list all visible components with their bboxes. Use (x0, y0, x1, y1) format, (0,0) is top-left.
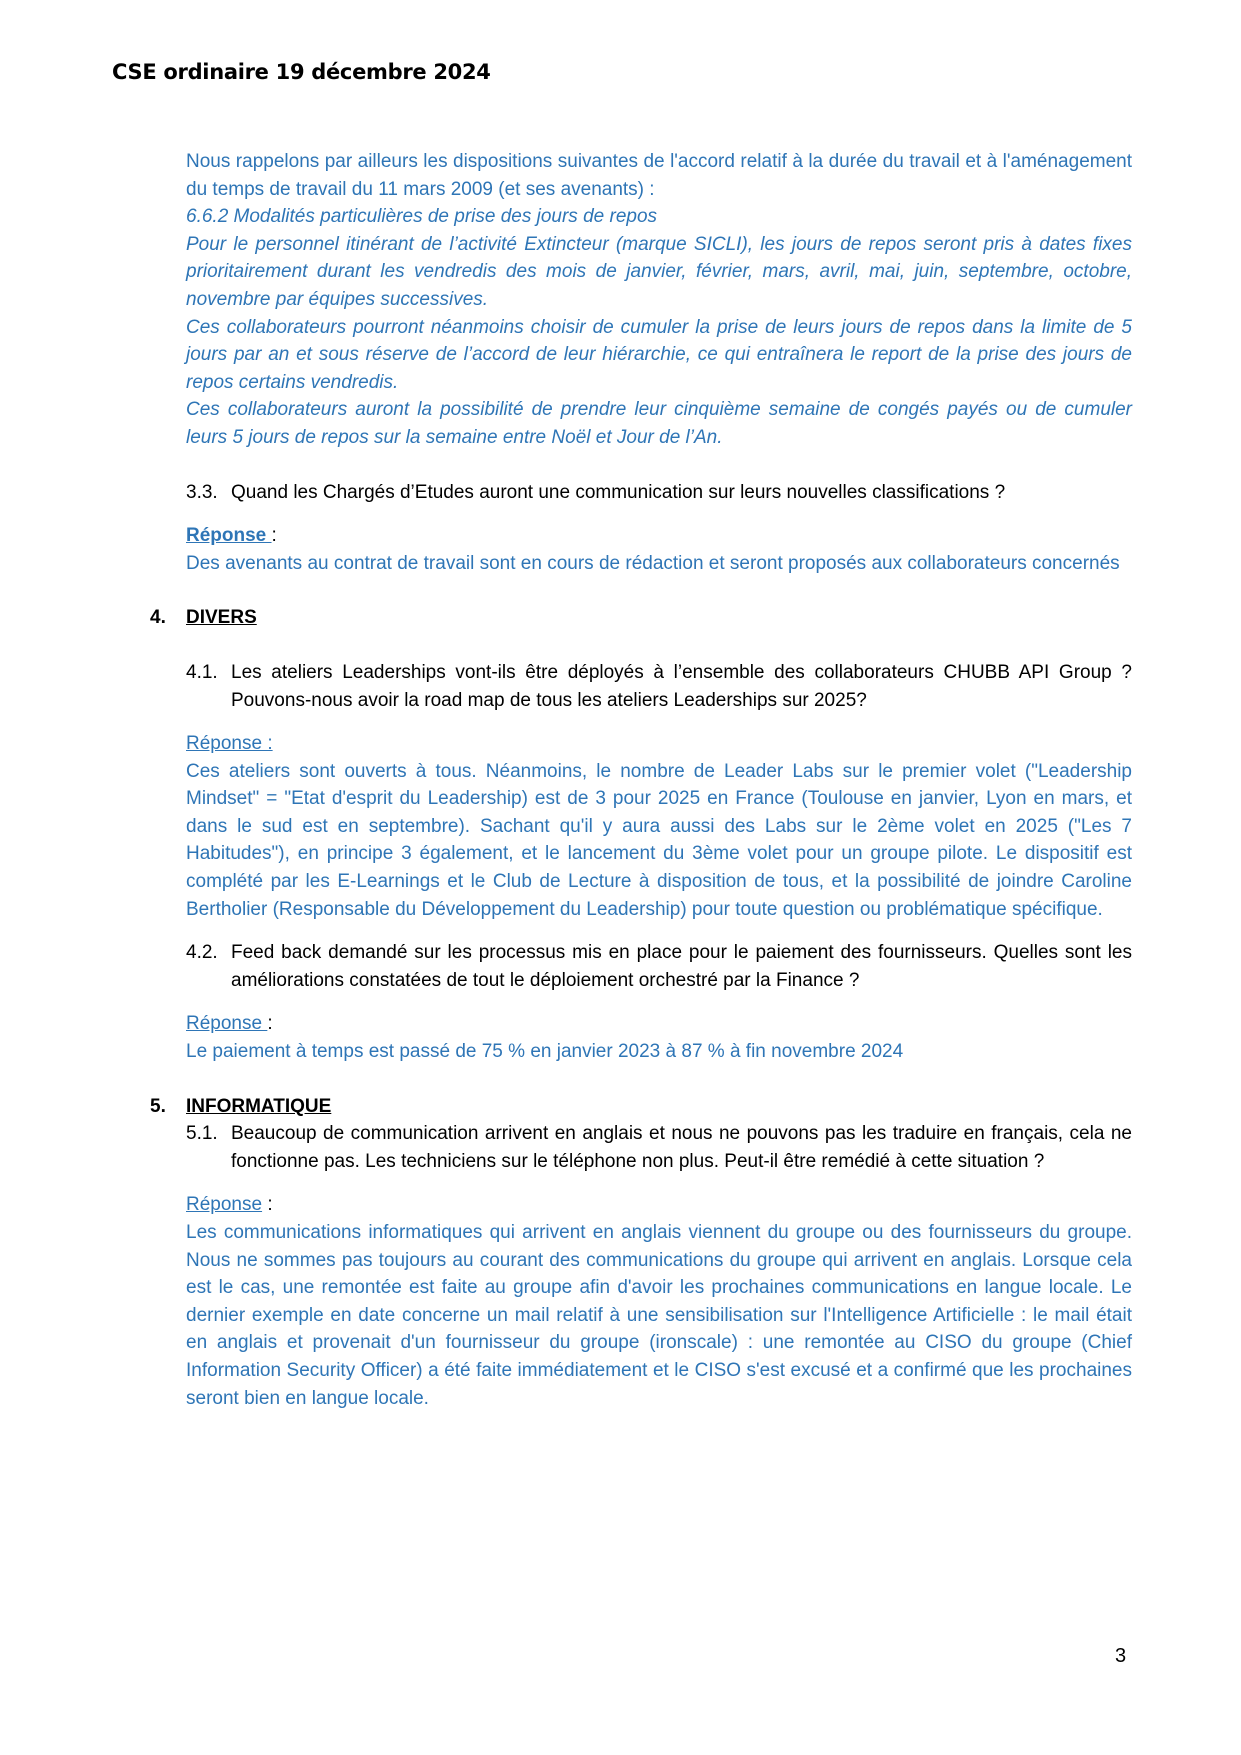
reponse-4-2-label-line (186, 1010, 1132, 1038)
question-3-3 (186, 479, 1132, 507)
answer-4-2: Le paiement à temps est passé de 75 % en janvier 2023 à 87 % à fin novembre 2024 (186, 1041, 904, 1063)
answer-4-1: Ces ateliers sont ouverts à tous. Néanmoins, le nombre de Leader Labs sur le premier volet ("Leadership Mindset" = "Etat d'esprit du Leadership) est de 3 pour 2025 en France (Toulouse en janvier, Lyon en mars, et dans le sud est en septembre). Sachant qu'il y aura aussi des Labs sur le 2ème volet en 2025 ("Les 7 Habitudes"), en principe 3 également, et le lancement du 3ème volet pour un groupe pilote. Le dispositif est complété par les E-Learnings et le Club de Lecture à disposition de tous, et la possibilité de joindre Caroline Bertholier (Responsable du Développement du Leadership) pour toute question ou problématique spécifique. (186, 760, 1132, 920)
reponse-colon: : (262, 1194, 273, 1216)
question-text: Feed back demandé sur les processus mis en place pour le paiement des fournisseurs. Quelles sont les améliorations constatées de tout le déploiement orchestré par la Finance ? (231, 942, 1132, 991)
answer-3-3: Des avenants au contrat de travail sont en cours de rédaction et seront proposés aux collaborateurs concernés (186, 552, 1120, 574)
question-number: 3.3. (186, 481, 218, 503)
question-text: Quand les Chargés d’Etudes auront une communication sur leurs nouvelles classifications ? (231, 481, 1006, 503)
question-4-2 (186, 939, 1132, 994)
page-number: 3 (1115, 1645, 1127, 1667)
document-body (150, 148, 1132, 1412)
reponse-3-3-label-line (186, 522, 1132, 550)
section-number: 5. (150, 1095, 166, 1117)
question-number: 5.1. (186, 1123, 218, 1145)
question-number: 4.1. (186, 661, 218, 683)
reponse-label: Réponse (186, 525, 272, 547)
section-title: DIVERS (186, 607, 257, 629)
answer-5-1: Les communications informatiques qui arrivent en anglais viennent du groupe ou des fournisseurs du groupe. Nous ne sommes pas toujours au courant des communications du groupe qui arrivent en anglais. Lorsque cela est le cas, une remontée est faite au groupe afin d'avoir les prochaines communications en langue locale. Le dernier exemple en date concerne un mail relatif à une sensibilisation sur l'Intelligence Artificielle : le mail était en anglais et provenait d'un fournisseur du groupe (ironscale) : une remontée au CISO du groupe (Chief Information Security Officer) a été faite immédiatement et le CISO s'est excusé et a confirmé que les prochaines seront bien en langue locale. (186, 1222, 1132, 1409)
section-title: INFORMATIQUE (186, 1095, 332, 1117)
reponse-label: Réponse (186, 1194, 263, 1216)
reponse-colon: : (267, 1013, 273, 1035)
question-number: 4.2. (186, 942, 218, 964)
section-5-heading (150, 1093, 1132, 1121)
section-number: 4. (150, 607, 166, 629)
reponse-label: Réponse : (186, 733, 273, 755)
intro-text: Nous rappelons par ailleurs les dispositions suivantes de l'accord relatif à la durée du travail et à l'aménagement du temps de travail du 11 mars 2009 (et ses avenants) : (186, 151, 1132, 200)
question-text: Les ateliers Leaderships vont-ils être déployés à l’ensemble des collaborateurs CHUBB API Group ? Pouvons-nous avoir la road map de tous les ateliers Leaderships sur 2025? (231, 661, 1132, 711)
quote-paragraph-3: Ces collaborateurs auront la possibilité de prendre leur cinquième semaine de congés payés ou de cumuler leurs 5 jours de repos sur la semaine entre Noël et Jour de l’An. (186, 399, 1132, 448)
quote-paragraph-1: Pour le personnel itinérant de l’activité Extincteur (marque SICLI), les jours de repos seront pris à dates fixes prioritairement durant les vendredis des mois de janvier, février, mars, avril, mai, juin, septembre, octobre, novembre par équipes successives. (186, 233, 1132, 310)
question-5-1 (186, 1120, 1132, 1175)
reponse-label: Réponse (186, 1013, 268, 1035)
reponse-5-1-label-line (186, 1191, 1132, 1219)
quote-title: 6.6.2 Modalités particulières de prise des jours de repos (186, 206, 658, 228)
reponse-colon: : (271, 525, 277, 547)
question-text: Beaucoup de communication arrivent en anglais et nous ne pouvons pas les traduire en français, cela ne fonctionne pas. Les techniciens sur le téléphone non plus. Peut-il être remédié à cette situation ? (231, 1123, 1132, 1172)
quote-paragraph-2: Ces collaborateurs pourront néanmoins choisir de cumuler la prise de leurs jours de repos dans la limite de 5 jours par an et sous réserve de l’accord de leur hiérarchie, ce qui entraînera le report de la prise des jours de repos certains vendredis. (186, 316, 1132, 393)
page-header-title: CSE ordinaire 19 décembre 2024 (112, 60, 491, 84)
reponse-4-1-label-line (186, 730, 1132, 758)
question-4-1 (186, 659, 1132, 714)
section-4-heading (150, 604, 1132, 632)
